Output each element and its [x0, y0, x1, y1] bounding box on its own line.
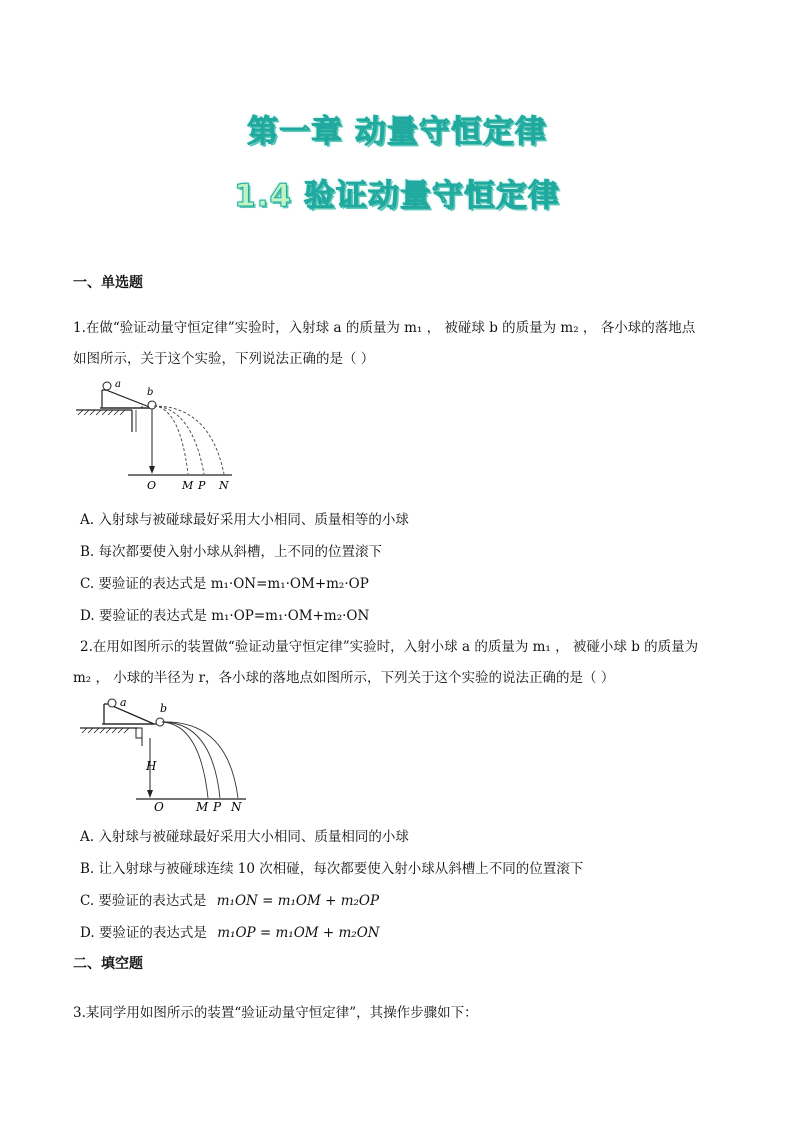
- q2-stem-line2: m₂ ， 小球的半径为 r，各小球的落地点如图所示，下列关于这个实验的说法正确的是（ ）: [73, 670, 615, 686]
- q1-label-n: N: [219, 479, 229, 492]
- q2-ball-a: [108, 699, 116, 707]
- q2-stem-line1: 2.在用如图所示的装置做“验证动量守恒定律”实验时，入射小球 a 的质量为 m₁ ， 被碰小球 b 的质量为: [80, 639, 699, 655]
- q2-option-c-formula: m₁ON = m₁OM + m₂OP: [216, 893, 380, 909]
- q2-label-o: O: [154, 800, 164, 814]
- q1-label-b: b: [147, 387, 154, 398]
- q2-option-d-prefix: D. 要验证的表达式是: [80, 925, 207, 941]
- q1-trajectory-n: [154, 406, 224, 474]
- q2-label-p: P: [213, 800, 222, 814]
- q2-option-b[interactable]: B. 让入射球与被碰球连续 10 次相碰，每次都要使入射小球从斜槽上不同的位置滚下: [80, 861, 584, 877]
- q1-ball-b: [148, 401, 156, 409]
- q2-label-a: a: [120, 696, 127, 709]
- q3-stem-line1: 3.某同学用如图所示的装置“验证动量守恒定律”，其操作步骤如下：: [73, 1005, 478, 1021]
- section-heading-single-choice: 一、单选题: [73, 275, 143, 291]
- q2-figure: [76, 696, 256, 816]
- lesson-title: 1.4 验证动量守恒定律: [234, 178, 560, 214]
- q2-option-c-prefix: C. 要验证的表达式是: [80, 893, 207, 909]
- q2-label-h: H: [146, 759, 157, 773]
- q1-label-p: P: [198, 479, 206, 492]
- q1-option-b[interactable]: B. 每次都要使入射小球从斜槽，上不同的位置滚下: [80, 544, 383, 560]
- q1-option-d[interactable]: D. 要验证的表达式是 m₁·OP=m₁·OM+m₂·ON: [80, 608, 370, 624]
- q2-option-a[interactable]: A. 入射球与被碰球最好采用大小相同、质量相同的小球: [80, 829, 409, 845]
- q2-label-m: M: [196, 800, 209, 814]
- q1-stem-line2: 如图所示，关于这个实验，下列说法正确的是（ ）: [73, 351, 375, 367]
- q1-trajectory-m: [154, 406, 188, 474]
- q1-label-m: M: [182, 479, 194, 492]
- q1-figure: [70, 378, 240, 496]
- q2-label-b: b: [160, 702, 168, 715]
- q2-option-d[interactable]: [80, 921, 380, 941]
- q2-label-n: N: [231, 800, 242, 814]
- q2-trajectory-p: [162, 722, 220, 798]
- q1-stem-line1: 1.在做“验证动量守恒定律”实验时，入射球 a 的质量为 m₁ ， 被碰球 b 的质量为 m₂ ， 各小球的落地点: [73, 320, 696, 336]
- q1-ball-a: [103, 382, 111, 390]
- q1-option-a[interactable]: A. 入射球与被碰球最好采用大小相同、质量相等的小球: [80, 512, 409, 528]
- q2-option-c[interactable]: [80, 889, 379, 909]
- q1-trajectory-p: [154, 406, 204, 474]
- q1-option-c[interactable]: C. 要验证的表达式是 m₁·ON=m₁·OM+m₂·OP: [80, 576, 369, 592]
- section-heading-fill-blank: 二、填空题: [73, 956, 143, 972]
- q1-ramp: [102, 390, 152, 408]
- q1-label-o: O: [147, 479, 157, 492]
- q1-label-a: a: [115, 379, 121, 390]
- q2-option-d-formula: m₁OP = m₁OM + m₂ON: [217, 925, 380, 941]
- chapter-title: 第一章 动量守恒定律: [247, 114, 547, 150]
- q2-trajectory-m: [162, 722, 208, 798]
